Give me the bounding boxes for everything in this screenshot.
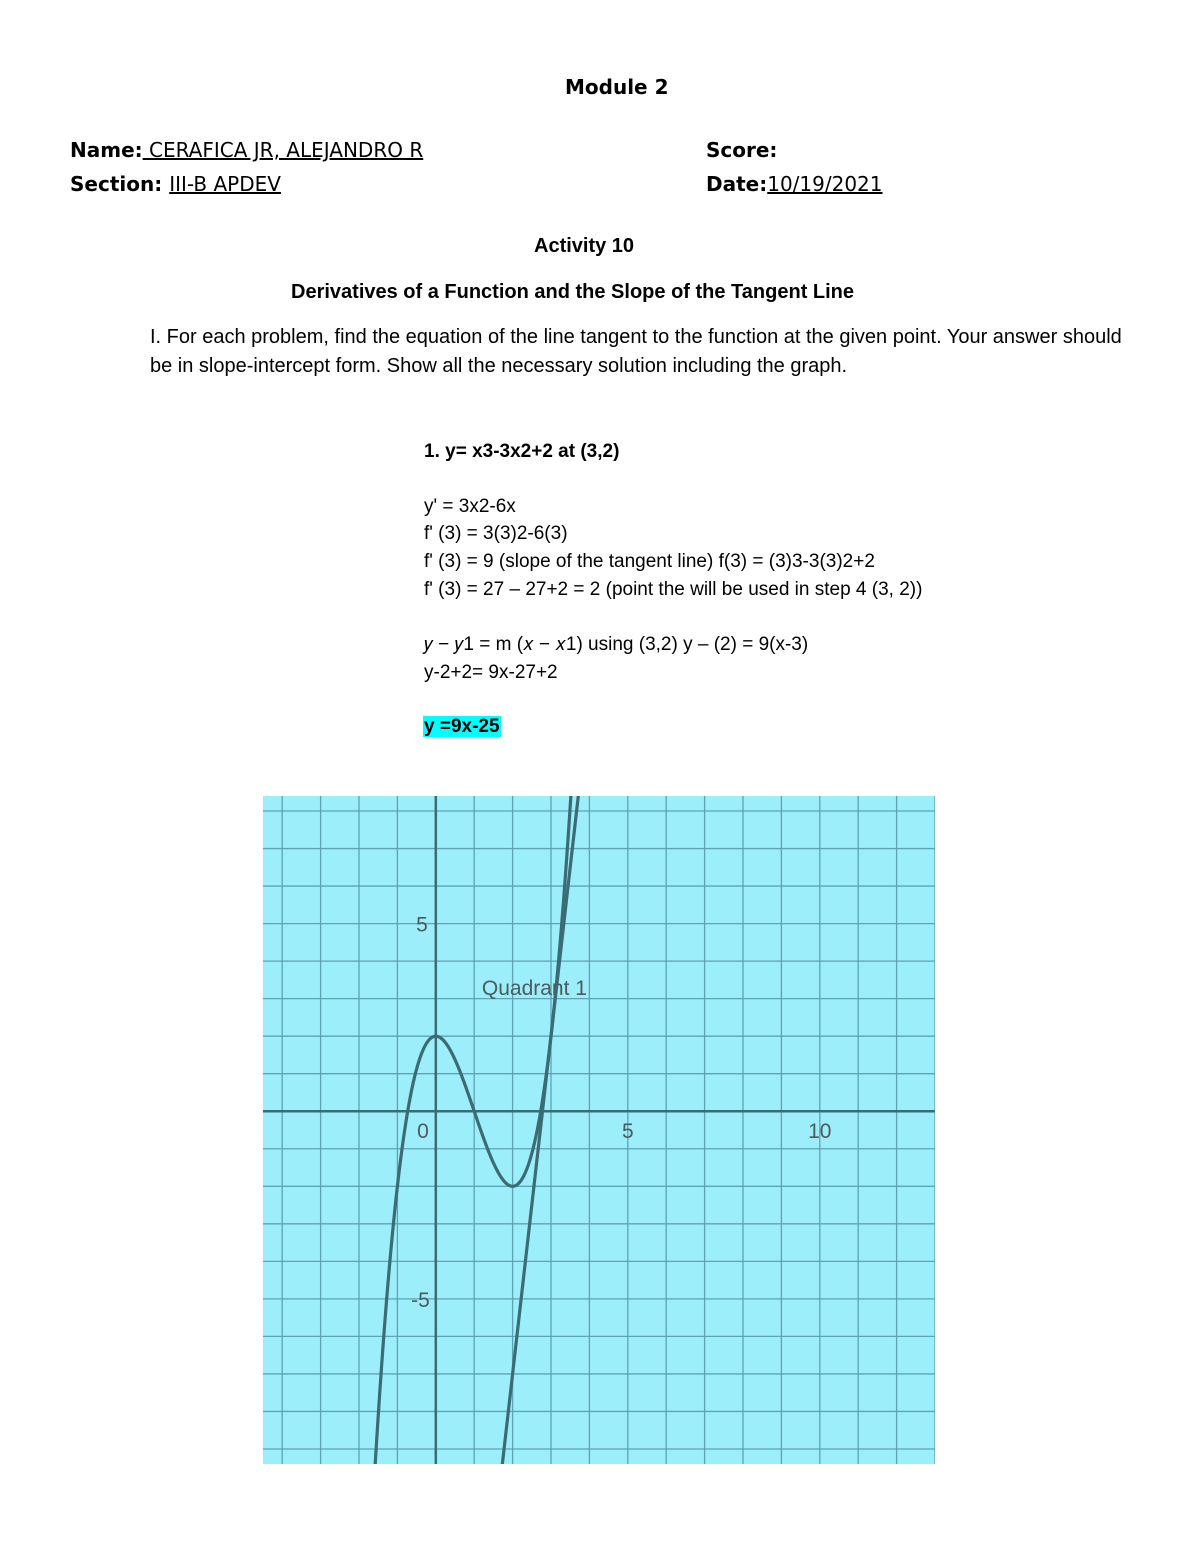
section-value: III-B APDEV [169,172,281,196]
date-row [706,172,883,196]
final-answer-highlight: y =9x-25 [424,716,500,737]
quadrant-label: Quadrant 1 [481,976,587,1000]
solution-line: f' (3) = 27 – 27+2 = 2 (point the will be used in step 4 (3, 2)) [424,579,923,600]
function-graph [263,796,935,1464]
name-row [70,138,423,162]
solution-line: f' (3) = 9 (slope of the tangent line) f(3) = (3)3-3(3)2+2 [424,551,875,572]
section-row [70,172,281,196]
activity-title: Activity 10 [534,235,635,257]
date-label: Date: [706,172,768,196]
y-tick-label-neg5: -5 [411,1288,430,1312]
x-tick-label-5: 5 [621,1120,634,1144]
name-value: CERAFICA JR, ALEJANDRO R [142,138,424,162]
date-value: 10/19/2021 [767,172,883,196]
graph-background [263,796,935,1464]
score-label: Score: [706,138,778,162]
solution-line: 𝑦 − 𝑦1 = m (𝑥 − 𝑥1) using (3,2) y – (2) = 9(x-3) [424,634,809,655]
solution-line: y-2+2= 9x-27+2 [424,662,558,683]
x-tick-label-10: 10 [808,1120,832,1144]
module-title: Module 2 [565,75,669,99]
solution-line: y' = 3x2-6x [424,496,516,517]
section-label: Section: [70,172,163,196]
final-answer [423,716,501,738]
instructions: I. For each problem, find the equation of the line tangent to the function at the given point. Your answer should be in slope-intercept form. Show all the necessary solution including the graph. [150,326,1122,377]
x-tick-label-0: 0 [417,1120,429,1144]
activity-subtitle: Derivatives of a Function and the Slope of the Tangent Line [291,281,855,303]
solution-line: f' (3) = 3(3)2-6(3) [424,523,568,544]
y-tick-label-5: 5 [416,913,428,937]
name-label: Name: [70,138,143,162]
problem-heading: 1. y= x3-3x2+2 at (3,2) [424,441,620,462]
